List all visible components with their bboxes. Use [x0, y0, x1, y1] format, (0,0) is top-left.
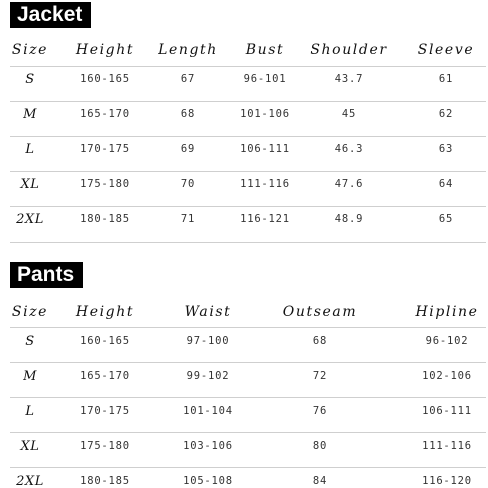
size-label: M [23, 107, 37, 122]
measurement-cell: 67 [180, 73, 196, 85]
measurement-cell: 111-116 [422, 440, 472, 452]
measurement-cell: 72 [312, 370, 328, 382]
size-label: XL [20, 177, 40, 192]
measurement-cell: 71 [180, 213, 196, 225]
pants-column-header: Size [11, 304, 49, 320]
jacket-column-header: Height [75, 42, 135, 58]
measurement-cell: 160-165 [80, 73, 130, 85]
size-label: 2XL [16, 212, 44, 227]
size-label: L [25, 142, 35, 157]
measurement-cell: 106-111 [422, 405, 472, 417]
jacket-column-header: Size [11, 42, 49, 58]
measurement-cell: 65 [438, 213, 454, 225]
measurement-cell: 103-106 [183, 440, 233, 452]
size-label: 2XL [16, 474, 44, 488]
row-divider [10, 136, 486, 137]
size-label: XL [20, 439, 40, 454]
measurement-cell: 175-180 [80, 178, 130, 190]
measurement-cell: 116-121 [240, 213, 290, 225]
measurement-cell: 45 [341, 108, 357, 120]
row-divider [10, 66, 486, 67]
measurement-cell: 101-106 [240, 108, 290, 120]
jacket-column-header: Bust [245, 42, 285, 58]
measurement-cell: 160-165 [80, 335, 130, 347]
measurement-cell: 165-170 [80, 370, 130, 382]
measurement-cell: 96-102 [425, 335, 469, 347]
pants-section-title: Pants [10, 262, 83, 288]
measurement-cell: 180-185 [80, 475, 130, 487]
measurement-cell: 76 [312, 405, 328, 417]
jacket-column-header: Shoulder [310, 42, 388, 58]
measurement-cell: 80 [312, 440, 328, 452]
measurement-cell: 101-104 [183, 405, 233, 417]
jacket-section-title: Jacket [10, 2, 91, 28]
measurement-cell: 62 [438, 108, 454, 120]
row-divider [10, 397, 486, 398]
measurement-cell: 175-180 [80, 440, 130, 452]
measurement-cell: 99-102 [186, 370, 230, 382]
pants-column-header: Waist [184, 304, 232, 320]
jacket-column-header: Sleeve [417, 42, 475, 58]
row-divider [10, 242, 486, 243]
measurement-cell: 106-111 [240, 143, 290, 155]
row-divider [10, 362, 486, 363]
pants-column-header: Height [75, 304, 135, 320]
measurement-cell: 63 [438, 143, 454, 155]
measurement-cell: 97-100 [186, 335, 230, 347]
size-label: S [25, 334, 35, 349]
measurement-cell: 84 [312, 475, 328, 487]
measurement-cell: 180-185 [80, 213, 130, 225]
size-label: L [25, 404, 35, 419]
measurement-cell: 96-101 [243, 73, 287, 85]
row-divider [10, 432, 486, 433]
measurement-cell: 70 [180, 178, 196, 190]
row-divider [10, 327, 486, 328]
measurement-cell: 111-116 [240, 178, 290, 190]
measurement-cell: 46.3 [334, 143, 364, 155]
row-divider [10, 206, 486, 207]
measurement-cell: 165-170 [80, 108, 130, 120]
measurement-cell: 47.6 [334, 178, 364, 190]
row-divider [10, 467, 486, 468]
measurement-cell: 48.9 [334, 213, 364, 225]
pants-column-header: Outseam [282, 304, 358, 320]
measurement-cell: 116-120 [422, 475, 472, 487]
measurement-cell: 68 [312, 335, 328, 347]
jacket-column-header: Length [158, 42, 218, 58]
row-divider [10, 171, 486, 172]
measurement-cell: 105-108 [183, 475, 233, 487]
measurement-cell: 43.7 [334, 73, 364, 85]
size-label: S [25, 72, 35, 87]
measurement-cell: 170-175 [80, 405, 130, 417]
measurement-cell: 61 [438, 73, 454, 85]
size-label: M [23, 369, 37, 384]
measurement-cell: 170-175 [80, 143, 130, 155]
measurement-cell: 68 [180, 108, 196, 120]
pants-column-header: Hipline [415, 304, 479, 320]
measurement-cell: 64 [438, 178, 454, 190]
measurement-cell: 69 [180, 143, 196, 155]
row-divider [10, 101, 486, 102]
measurement-cell: 102-106 [422, 370, 472, 382]
